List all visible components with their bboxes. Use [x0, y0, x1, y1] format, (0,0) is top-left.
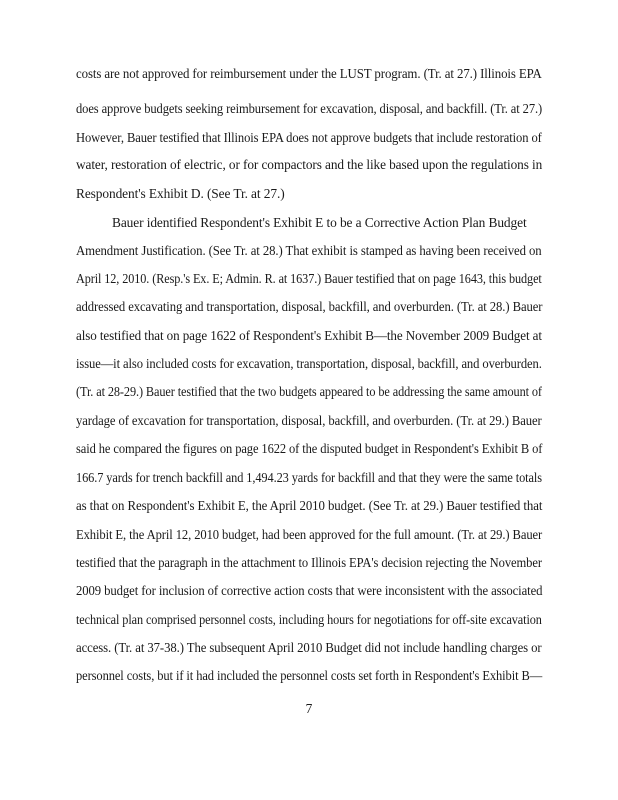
text-line: However, Bauer testified that Illinois EPA does not approve budgets that include restoration of [76, 130, 542, 145]
text-line: testified that the paragraph in the attachment to Illinois EPA's decision rejecting the November [76, 555, 542, 570]
text-line: Exhibit E, the April 12, 2010 budget, had been approved for the full amount. (Tr. at 29.) Bauer [76, 527, 543, 542]
text-line: water, restoration of electric, or for compactors and the like based upon the regulations in [76, 157, 543, 172]
text-line: personnel costs, but if it had included the personnel costs set forth in Respondent's Exhibit B— [76, 668, 543, 683]
text-line: Respondent's Exhibit D. (See Tr. at 27.) [76, 186, 285, 201]
text-line: costs are not approved for reimbursement under the LUST program. (Tr. at 27.) Illinois EPA [76, 66, 542, 81]
text-line: (Tr. at 28-29.) Bauer testified that the two budgets appeared to be addressing the same amount of [76, 384, 542, 399]
text-line: addressed excavating and transportation, disposal, backfill, and overburden. (Tr. at 28.) Bauer [76, 299, 543, 314]
text-line: April 12, 2010. (Resp.'s Ex. E; Admin. R. at 1637.) Bauer testified that on page 1643, this budget [76, 271, 542, 286]
text-line: said he compared the figures on page 1622 of the disputed budget in Respondent's Exhibit B of [76, 441, 543, 456]
text-line: yardage of excavation for transportation, disposal, backfill, and overburden. (Tr. at 29.) Bauer [76, 413, 542, 428]
text-line: access. (Tr. at 37-38.) The subsequent April 2010 Budget did not include handling charges or [76, 640, 542, 655]
text-line: Amendment Justification. (See Tr. at 28.) That exhibit is stamped as having been received on [76, 243, 542, 258]
text-line: also testified that on page 1622 of Respondent's Exhibit B—the November 2009 Budget at [76, 328, 542, 343]
text-line: 166.7 yards for trench backfill and 1,494.23 yards for backfill and that they were the same totals [76, 470, 542, 485]
text-line: Bauer identified Respondent's Exhibit E to be a Corrective Action Plan Budget [112, 215, 527, 230]
text-line: technical plan comprised personnel costs, including hours for negotiations for off-site excavation [76, 612, 542, 627]
text-line: 2009 budget for inclusion of corrective action costs that were inconsistent with the associated [76, 583, 543, 598]
page-number: 7 [305, 701, 313, 716]
text-line: as that on Respondent's Exhibit E, the April 2010 budget. (See Tr. at 29.) Bauer testified that [76, 498, 543, 513]
text-line: issue—it also included costs for excavation, transportation, disposal, backfill, and overburden. [76, 356, 542, 371]
text-line: does approve budgets seeking reimbursement for excavation, disposal, and backfill. (Tr. at 27.) [76, 101, 543, 116]
